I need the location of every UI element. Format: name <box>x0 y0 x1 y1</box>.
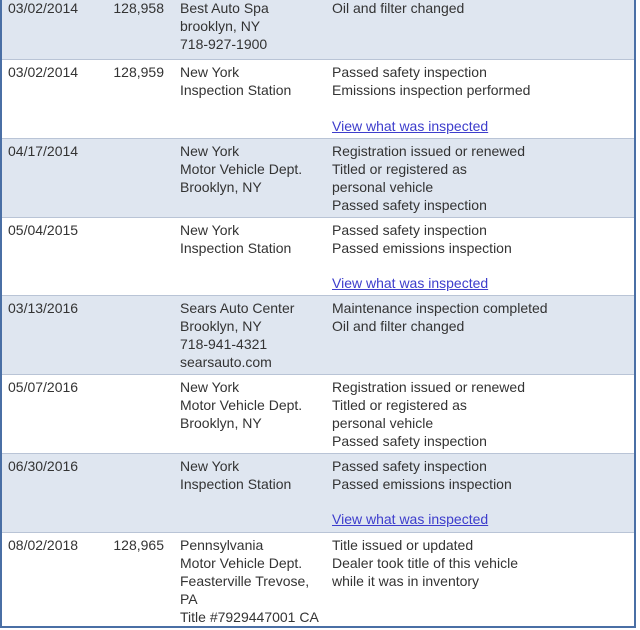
details-line: Passed safety inspection <box>332 64 487 80</box>
table-row <box>2 139 634 218</box>
source-line: Motor Vehicle Dept. <box>180 397 303 413</box>
details-cell <box>332 536 518 590</box>
table-row <box>2 0 634 60</box>
details-cell <box>332 299 548 335</box>
source-cell <box>180 63 291 99</box>
source-line: New York <box>180 379 240 395</box>
source-line: Title #7929447001 CA <box>180 609 319 625</box>
source-cell <box>180 378 302 432</box>
source-cell <box>180 536 319 626</box>
details-line: while it was in inventory <box>332 573 480 589</box>
table-row <box>2 533 634 628</box>
details-line: Titled or registered as <box>332 161 467 177</box>
table-row <box>2 454 634 533</box>
source-line: New York <box>180 143 240 159</box>
details-line: Oil and filter changed <box>332 0 465 16</box>
details-line: Passed emissions inspection <box>332 476 512 492</box>
details-line: Emissions inspection performed <box>332 82 531 98</box>
date-cell: 08/02/2018 <box>8 537 79 553</box>
details-cell <box>332 142 525 214</box>
details-cell <box>332 378 525 450</box>
source-line: Inspection Station <box>180 82 292 98</box>
date-cell: 04/17/2014 <box>8 143 79 159</box>
source-line: PA <box>180 591 198 607</box>
source-line: Sears Auto Center <box>180 300 295 316</box>
source-line: Inspection Station <box>180 240 292 256</box>
details-line: Titled or registered as <box>332 397 467 413</box>
details-line: Registration issued or renewed <box>332 379 525 395</box>
source-line: Feasterville Trevose, <box>180 573 310 589</box>
source-line: Motor Vehicle Dept. <box>180 161 303 177</box>
source-line: Best Auto Spa <box>180 0 269 16</box>
source-cell <box>180 221 291 257</box>
source-line: Pennsylvania <box>180 537 264 553</box>
source-line: 718-927-1900 <box>180 36 268 52</box>
source-line: Inspection Station <box>180 476 292 492</box>
table-row <box>2 375 634 454</box>
source-cell <box>180 299 294 371</box>
details-line: Passed safety inspection <box>332 458 487 474</box>
date-cell: 05/04/2015 <box>8 222 79 238</box>
source-line: Brooklyn, NY <box>180 415 262 431</box>
table-row <box>2 60 634 139</box>
source-line: searsauto.com <box>180 354 272 370</box>
mileage-cell: 128,959 <box>113 64 164 80</box>
date-cell: 03/13/2016 <box>8 300 79 316</box>
details-line: Passed safety inspection <box>332 222 487 238</box>
source-line: brooklyn, NY <box>180 18 261 34</box>
view-inspection-link[interactable]: View what was inspected <box>332 118 489 134</box>
date-cell: 03/02/2014 <box>8 64 79 80</box>
source-line: New York <box>180 64 240 80</box>
source-cell <box>180 0 269 53</box>
date-cell: 03/02/2014 <box>8 0 79 16</box>
view-inspection-link[interactable]: View what was inspected <box>332 511 489 527</box>
view-inspection-link[interactable]: View what was inspected <box>332 275 489 291</box>
source-cell <box>180 142 302 196</box>
source-line: Brooklyn, NY <box>180 179 262 195</box>
mileage-cell: 128,965 <box>113 537 164 553</box>
details-line: Registration issued or renewed <box>332 143 525 159</box>
details-cell <box>332 221 512 257</box>
details-cell <box>332 0 464 17</box>
details-line: Passed safety inspection <box>332 433 487 449</box>
source-cell <box>180 457 291 493</box>
source-line: New York <box>180 458 240 474</box>
mileage-cell: 128,958 <box>113 0 164 16</box>
details-cell <box>332 457 512 493</box>
details-line: personal vehicle <box>332 179 434 195</box>
source-line: New York <box>180 222 240 238</box>
details-line: Passed safety inspection <box>332 197 487 213</box>
table-row <box>2 218 634 296</box>
details-line: Oil and filter changed <box>332 318 465 334</box>
source-line: Brooklyn, NY <box>180 318 262 334</box>
details-line: Passed emissions inspection <box>332 240 512 256</box>
details-line: Maintenance inspection completed <box>332 300 548 316</box>
details-line: personal vehicle <box>332 415 434 431</box>
details-line: Dealer took title of this vehicle <box>332 555 518 571</box>
date-cell: 05/07/2016 <box>8 379 79 395</box>
details-line: Title issued or updated <box>332 537 474 553</box>
date-cell: 06/30/2016 <box>8 458 79 474</box>
table-row <box>2 296 634 375</box>
source-line: Motor Vehicle Dept. <box>180 555 303 571</box>
source-line: 718-941-4321 <box>180 336 268 352</box>
details-cell <box>332 63 530 99</box>
